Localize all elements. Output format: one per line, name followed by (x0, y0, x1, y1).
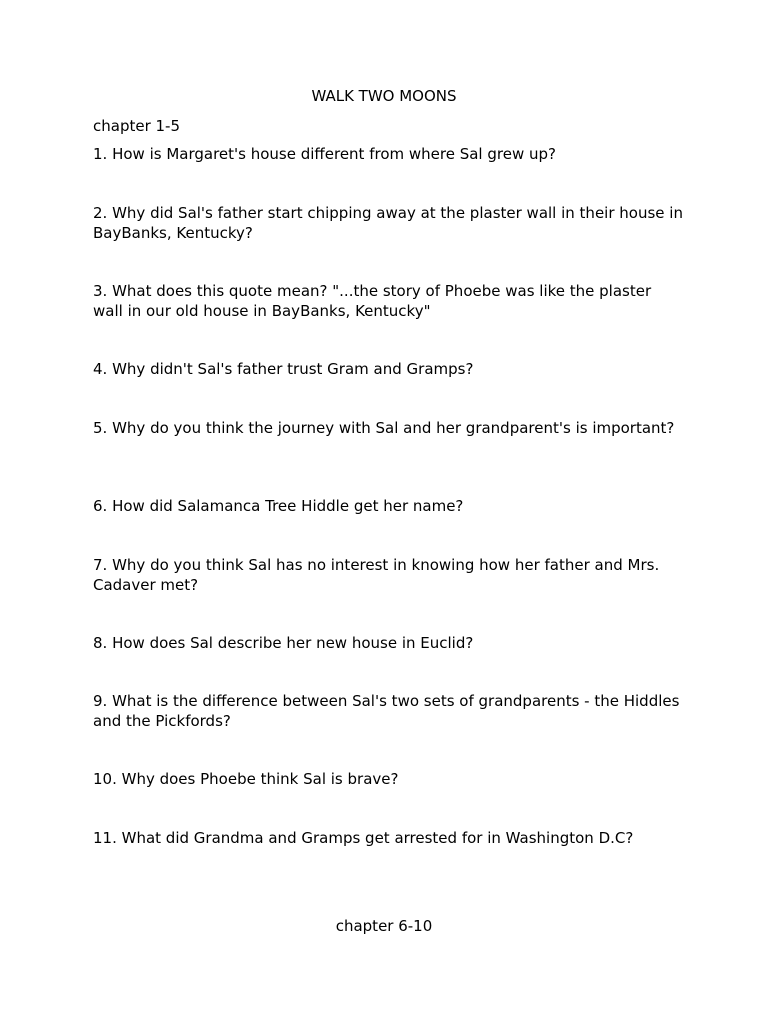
question-item: 7. Why do you think Sal has no interest in knowing how her father and Mrs. Cadaver met? (93, 556, 660, 594)
next-section-label: chapter 6-10 (335, 917, 433, 935)
question-item: 3. What does this quote mean? "...the story of Phoebe was like the plaster wall in our old house in BayBanks, Kentucky" (93, 282, 652, 320)
question-item: 9. What is the difference between Sal's two sets of grandparents - the Hiddles and the Pickfords? (93, 692, 680, 730)
question-item: 10. Why does Phoebe think Sal is brave? (93, 770, 399, 788)
question-item: 6. How did Salamanca Tree Hiddle get her name? (93, 497, 464, 515)
question-item: 11. What did Grandma and Gramps get arrested for in Washington D.C? (93, 829, 634, 847)
question-item: 4. Why didn't Sal's father trust Gram and Gramps? (93, 360, 474, 378)
question-item: 2. Why did Sal's father start chipping away at the plaster wall in their house in BayBanks, Kentucky? (93, 204, 683, 242)
document-title: WALK TWO MOONS (311, 87, 457, 105)
question-item: 5. Why do you think the journey with Sal and her grandparent's is important? (93, 419, 675, 437)
question-item: 1. How is Margaret's house different from where Sal grew up? (93, 145, 556, 163)
question-item: 8. How does Sal describe her new house in Euclid? (93, 634, 474, 652)
section-label: chapter 1-5 (93, 117, 181, 135)
